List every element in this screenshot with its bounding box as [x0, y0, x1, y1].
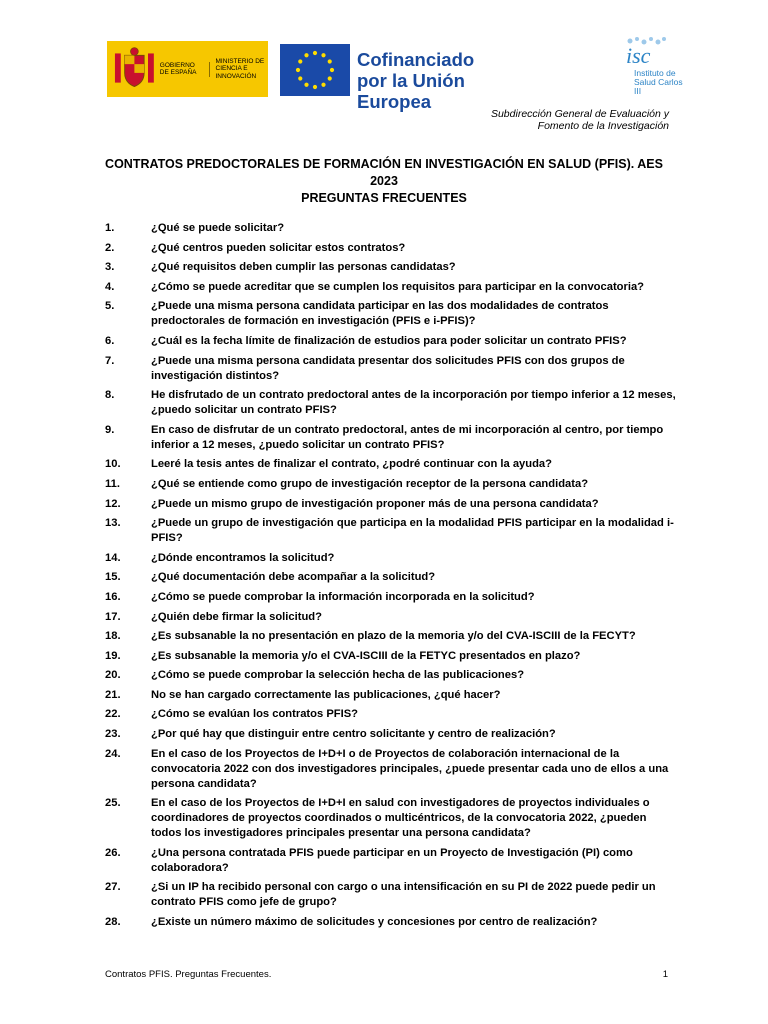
faq-number: 22. [105, 708, 121, 721]
faq-number: 28. [105, 916, 121, 929]
faq-item[interactable] [105, 241, 685, 256]
faq-question[interactable]: ¿Cómo se evalúan los contratos PFIS? [151, 708, 359, 721]
faq-question[interactable]: ¿Por qué hay que distinguir entre centro solicitante y centro de realización? [151, 728, 556, 741]
isciii-label: Instituto de Salud Carlos III [634, 68, 683, 96]
faq-number: 4. [105, 280, 115, 293]
faq-item[interactable] [105, 707, 685, 722]
faq-number: 24. [105, 747, 121, 760]
faq-item[interactable] [105, 727, 685, 742]
faq-item[interactable] [105, 668, 685, 683]
faq-question[interactable]: ¿Es subsanable la memoria y/o el CVA-ISCIII de la FETYC presentados en plazo? [151, 649, 581, 662]
faq-question[interactable]: He disfrutado de un contrato predoctoral antes de la incorporación por tiempo inferior a 12 meses, ¿puedo solicitar un contrato PFIS? [151, 389, 676, 417]
eu-star [304, 53, 308, 57]
faq-item[interactable] [105, 299, 685, 329]
faq-question[interactable]: ¿Qué requisitos deben cumplir las personas candidatas? [151, 261, 456, 274]
faq-question[interactable]: En caso de disfrutar de un contrato predoctoral, antes de mi incorporación al centro, por tiempo inferior a 12 meses, ¿puedo solicitar un contrato PFIS? [151, 423, 664, 451]
faq-item[interactable] [105, 688, 685, 703]
government-label: GOBIERNO DE ESPAÑA [160, 62, 210, 77]
faq-question[interactable]: ¿Qué se entiende como grupo de investigación receptor de la persona candidata? [151, 477, 589, 490]
faq-list [105, 221, 685, 935]
faq-question[interactable]: ¿Cuál es la fecha límite de finalización de estudios para poder solicitar un contrato PFIS? [151, 334, 627, 347]
faq-item[interactable] [105, 457, 685, 472]
faq-item[interactable] [105, 649, 685, 664]
faq-question[interactable]: ¿Es subsanable la no presentación en plazo de la memoria y/o del CVA-ISCIII de la FECYT? [151, 630, 636, 643]
faq-item[interactable] [105, 221, 685, 236]
footer-label: Contratos PFIS. Preguntas Frecuentes. [105, 969, 272, 980]
faq-question[interactable]: ¿Qué documentación debe acompañar a la solicitud? [151, 571, 436, 584]
faq-number: 17. [105, 610, 121, 623]
faq-item[interactable] [105, 796, 685, 841]
faq-number: 26. [105, 846, 121, 859]
svg-text:isc: isc [626, 43, 651, 68]
faq-question[interactable]: Leeré la tesis antes de finalizar el contrato, ¿podré continuar con la ayuda? [151, 458, 552, 471]
faq-item[interactable] [105, 497, 685, 512]
faq-number: 13. [105, 517, 121, 530]
faq-item[interactable] [105, 423, 685, 453]
eu-star [313, 51, 317, 55]
title-line-2: PREGUNTAS FRECUENTES [301, 191, 467, 205]
faq-item[interactable] [105, 280, 685, 295]
faq-question[interactable]: ¿Puede un grupo de investigación que participa en la modalidad PFIS participar en la modalidad i-PFIS? [151, 517, 674, 545]
faq-item[interactable] [105, 610, 685, 625]
faq-question[interactable]: ¿Dónde encontramos la solicitud? [151, 551, 335, 564]
faq-number: 19. [105, 649, 121, 662]
faq-question[interactable]: ¿Cómo se puede comprobar la selección hecha de las publicaciones? [151, 669, 525, 682]
faq-number: 21. [105, 688, 121, 701]
faq-item[interactable] [105, 551, 685, 566]
faq-question[interactable]: ¿Qué se puede solicitar? [151, 222, 285, 234]
faq-item[interactable] [105, 629, 685, 644]
faq-item[interactable] [105, 388, 685, 418]
ministry-label: MINISTERIO DE CIENCIA E INNOVACIÓN [215, 57, 265, 80]
faq-item[interactable] [105, 846, 685, 876]
eu-star [296, 68, 300, 72]
faq-question[interactable]: ¿Una persona contratada PFIS puede participar en un Proyecto de Investigación (PI) como colaboradora? [151, 846, 633, 874]
faq-number: 9. [105, 423, 115, 436]
faq-number: 15. [105, 571, 121, 584]
faq-item[interactable] [105, 570, 685, 585]
faq-number: 27. [105, 881, 121, 894]
faq-number: 14. [105, 551, 121, 564]
eu-star [330, 68, 334, 72]
faq-number: 3. [105, 261, 115, 274]
eu-star [321, 53, 325, 57]
eu-star [313, 85, 317, 89]
faq-number: 20. [105, 669, 121, 682]
faq-item[interactable] [105, 747, 685, 792]
government-logo [107, 41, 268, 97]
faq-question[interactable]: ¿Quién debe firmar la solicitud? [151, 610, 322, 623]
faq-number: 10. [105, 458, 121, 471]
subdirection-line-2: Fomento de la Investigación [537, 120, 669, 132]
subdirection-label [409, 108, 669, 132]
faq-item[interactable] [105, 516, 685, 546]
faq-item[interactable] [105, 880, 685, 910]
eu-star [321, 83, 325, 87]
faq-question[interactable]: ¿Puede una misma persona candidata participar en las dos modalidades de contratos predoctorales de formación en investigación (PFIS e i-PFIS)? [151, 300, 609, 328]
faq-question[interactable]: En el caso de los Proyectos de I+D+I en salud con investigadores de proyectos individuales o coordinadores de proyectos coordinados o multicéntricos, de la convocatoria 2022, ¿pueden todos los investigadores principales presentar una persona candidata? [151, 797, 650, 840]
faq-number: 8. [105, 389, 115, 402]
faq-number: 5. [105, 300, 115, 313]
coat-of-arms-icon [113, 45, 156, 93]
faq-question[interactable]: ¿Puede una misma persona candidata presentar dos solicitudes PFIS con dos grupos de investigación distintos? [151, 354, 625, 382]
faq-question[interactable]: No se han cargado correctamente las publicaciones, ¿qué hacer? [151, 688, 501, 701]
faq-number: 1. [105, 222, 115, 234]
faq-question[interactable]: ¿Existe un número máximo de solicitudes y concesiones por centro de realización? [151, 916, 598, 929]
faq-question[interactable]: ¿Qué centros pueden solicitar estos contratos? [151, 241, 406, 254]
eu-star [328, 59, 332, 63]
faq-number: 12. [105, 497, 121, 510]
eu-cofinanced-label: Cofinanciado por la Unión Europea [357, 49, 475, 112]
faq-number: 2. [105, 241, 115, 254]
page-number: 1 [662, 969, 668, 980]
faq-item[interactable] [105, 477, 685, 492]
faq-item[interactable] [105, 915, 685, 930]
faq-number: 7. [105, 354, 115, 367]
faq-item[interactable] [105, 590, 685, 605]
faq-question[interactable]: ¿Cómo se puede acreditar que se cumplen los requisitos para participar en la convocatoria? [151, 280, 645, 293]
eu-star [328, 76, 332, 80]
faq-number: 6. [105, 334, 115, 347]
faq-number: 11. [105, 477, 120, 490]
eu-star [304, 83, 308, 87]
document-title [100, 156, 668, 207]
faq-question[interactable]: ¿Cómo se puede comprobar la información incorporada en la solicitud? [151, 590, 535, 603]
subdirection-line-1: Subdirección General de Evaluación y [490, 108, 669, 120]
faq-number: 25. [105, 797, 121, 810]
faq-number: 18. [105, 630, 121, 643]
faq-question[interactable]: ¿Si un IP ha recibido personal con cargo o una intensificación en su PI de 2022 puede pedir un contrato PFIS como jefe de grupo? [151, 881, 656, 909]
faq-question[interactable]: En el caso de los Proyectos de I+D+I o de Proyectos de colaboración internacional de la convocatoria 2022 con dos investigadores principales, ¿puede presentar cada uno de ellos a una persona candidata? [151, 747, 669, 790]
eu-star [298, 59, 302, 63]
title-line-1: CONTRATOS PREDOCTORALES DE FORMACIÓN EN INVESTIGACIÓN EN SALUD (PFIS). AES 2023 [105, 157, 663, 188]
faq-number: 23. [105, 728, 121, 741]
faq-number: 16. [105, 590, 121, 603]
faq-item[interactable] [105, 354, 685, 384]
eu-flag-icon [280, 44, 350, 96]
faq-question[interactable]: ¿Puede un mismo grupo de investigación proponer más de una persona candidata? [151, 497, 599, 510]
eu-star [298, 76, 302, 80]
faq-item[interactable] [105, 260, 685, 275]
faq-item[interactable] [105, 334, 685, 349]
